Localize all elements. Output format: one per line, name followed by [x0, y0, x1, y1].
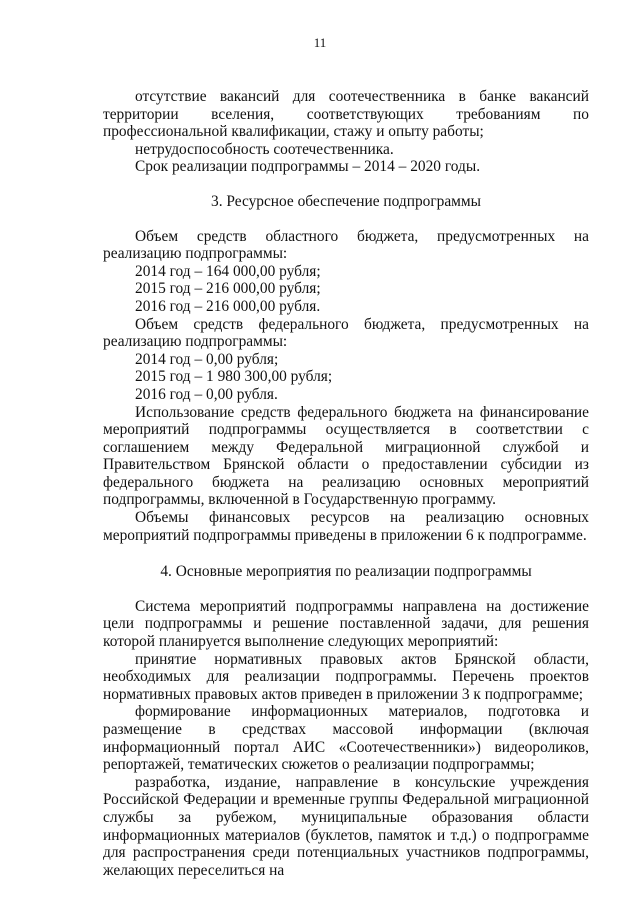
paragraph: 2015 год – 1 980 300,00 рубля; [135, 368, 333, 386]
paragraph: 2014 год – 0,00 рубля; [135, 350, 279, 368]
paragraph: Объем средств областного бюджета, предусмотренных на реализацию подпрограммы: [103, 227, 589, 263]
paragraph: отсутствие вакансий для соотечественника в банке вакансий территории вселения, соответствующих требованиям по профессиональной квалификации, стажу и опыту работы; [103, 88, 589, 141]
document-body [103, 88, 589, 879]
paragraph: принятие нормативных правовых актов Брянской области, необходимых для реализации подпрограммы. Перечень проектов нормативных правовых актов приведен в приложении 3 к подпрограмме; [103, 650, 589, 703]
paragraph: 2016 год – 216 000,00 рубля. [135, 297, 321, 315]
section-heading-4: 4. Основные мероприятия по реализации подпрограммы [160, 563, 532, 581]
section-heading-3: 3. Ресурсное обеспечение подпрограммы [211, 192, 481, 210]
paragraph: 2015 год – 216 000,00 рубля; [135, 280, 321, 298]
paragraph: разработка, издание, направление в консульские учреждения Российской Федерации и временные группы Федеральной миграционной службы за рубежом, муниципальные образования области информационных материалов (буклетов, памяток и т.д.) о подпрограмме для распространения среди потенциальных участников подпрограммы, желающих переселиться на [103, 773, 589, 879]
paragraph: нетрудоспособность соотечественника. [135, 140, 394, 158]
paragraph: 2016 год – 0,00 рубля. [135, 385, 278, 403]
paragraph: формирование информационных материалов, подготовка и размещение в средствах массовой информации (включая информационный портал АИС «Соотечественники») видеороликов, репортажей, тематических сюжетов о реализации подпрограммы; [103, 703, 589, 774]
paragraph: Система мероприятий подпрограммы направлена на достижение цели подпрограммы и решение поставленной задачи, для решения которой планируется выполнение следующих мероприятий: [103, 597, 589, 651]
paragraph: Срок реализации подпрограммы – 2014 – 2020 годы. [135, 158, 481, 176]
paragraph: Объемы финансовых ресурсов на реализацию основных мероприятий подпрограммы приведены в приложении 6 к подпрограмме. [103, 509, 589, 544]
paragraph: 2014 год – 164 000,00 рубля; [135, 262, 321, 280]
paragraph: Использование средств федерального бюджета на финансирование мероприятий подпрограммы осуществляется в соответствии с соглашением между Федеральной миграционной службой и Правительством Брянской области о предоставлении субсидии из федерального бюджета на реализацию основных мероприятий подпрограммы, включенной в Государственную программу. [103, 403, 589, 509]
page-number: 11 [313, 35, 327, 50]
paragraph: Объем средств федерального бюджета, предусмотренных на реализацию подпрограммы: [103, 315, 589, 351]
